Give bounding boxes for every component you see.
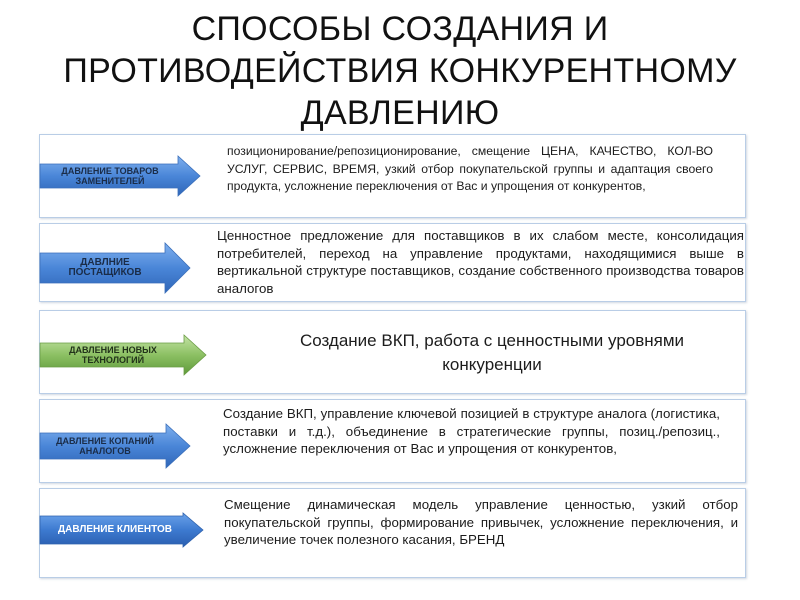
arrow-suppliers (40, 243, 190, 293)
row-description: Создание ВКП, работа с ценностными уровнями конкуренции (299, 331, 685, 374)
row-description: позиционирование/репозиционирование, смещение ЦЕНА, КАЧЕСТВО, КОЛ-ВО УСЛУГ, СЕРВИС, ВРЕМЯ, узкий отбор покупательской группы и адаптация своего продукта, усложнение переключения от Вас и упрощения от конкурентов, (227, 144, 713, 194)
row-description: Ценностное предложение для поставщиков в их слабом месте, консолидация потребителей, переход на управление продуктами, находящимися выше в вертикальной структуре поставщиков, создание собственного производства товаров аналогов (217, 228, 744, 296)
arrow-analog-companies (40, 424, 190, 468)
arrow-clients (40, 513, 203, 547)
arrow-label: ДАВЛЕНИЕ НОВЫХ ТЕХНОЛОГИЙ (69, 345, 157, 365)
arrow-label: ДАВЛЕНИЕ ТОВАРОВ ЗАМЕНИТЕЛЕЙ (61, 166, 159, 186)
row-new-technologies (39, 310, 746, 394)
arrow-substitute-goods (40, 156, 200, 196)
row-suppliers (39, 223, 746, 302)
slide-title (20, 8, 780, 134)
row-substitute-goods (39, 134, 746, 218)
arrow-new-technologies (40, 335, 206, 375)
arrow-label: ДАВЛЕНИЕ КОПАНИЙ АНАЛОГОВ (56, 436, 154, 456)
arrow-label: ДАВЛНИЕ ПОСТАЩИКОВ (68, 257, 142, 278)
arrow-label: ДАВЛЕНИЕ КЛИЕНТОВ (58, 524, 172, 535)
row-analog-companies (39, 399, 746, 483)
row-clients (39, 488, 746, 578)
title-line-1: СПОСОБЫ СОЗДАНИЯ И (191, 10, 609, 48)
row-description: Смещение динамическая модель управление ценностью, узкий отбор покупательской группы, формирование привычек, усложнение переключения, и увеличение точек полезного касания, БРЕНД (224, 497, 738, 548)
title-line-3: ДАВЛЕНИЮ (300, 94, 500, 132)
title-line-2: ПРОТИВОДЕЙСТВИЯ КОНКУРЕНТНОМУ (63, 52, 737, 90)
row-description: Создание ВКП, управление ключевой позицией в структуре аналога (логистика, поставки и т.д.), объединение в стратегические группы, позиц./репозиц., усложнение переключения от Вас и упрощения от конкурентов, (223, 406, 720, 457)
